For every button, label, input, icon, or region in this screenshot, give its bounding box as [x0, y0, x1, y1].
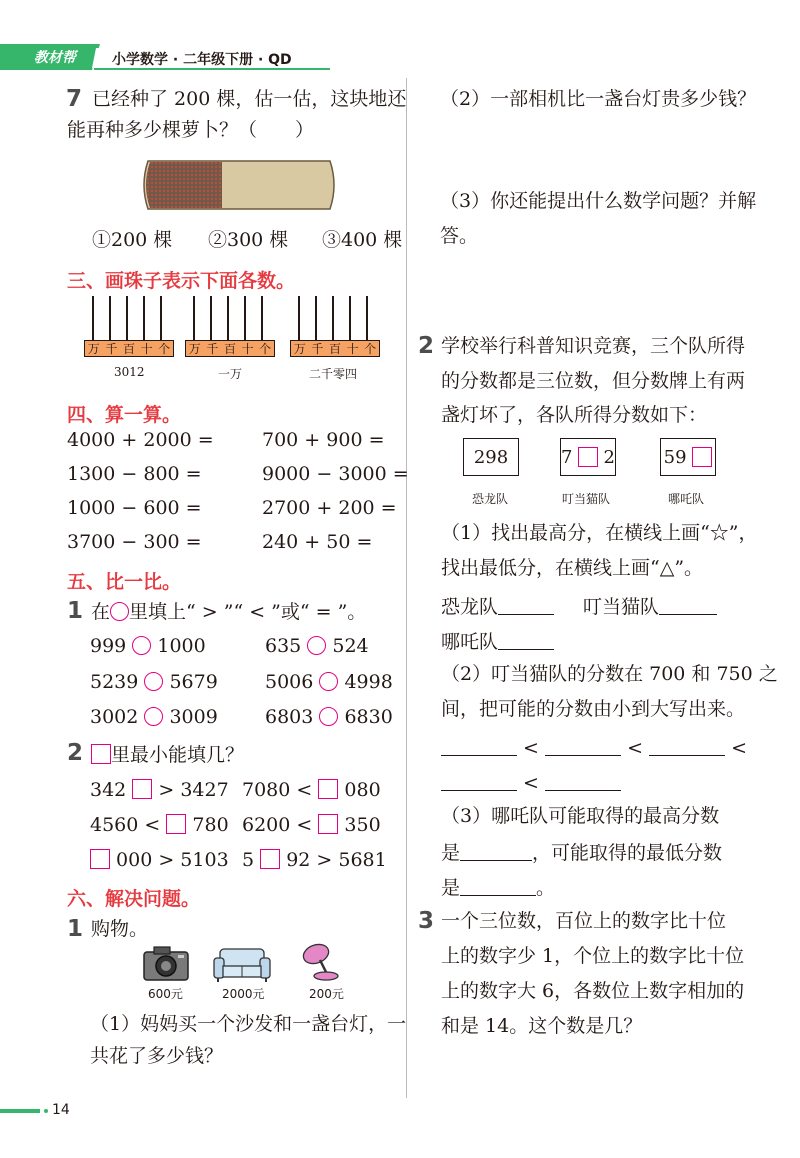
answer-square[interactable] — [318, 814, 338, 834]
s6-q1-text: 购物。 — [91, 918, 149, 940]
place-qian: 千 — [311, 342, 324, 356]
score-board-doraemon: 7 2 — [560, 438, 616, 476]
answer-blank[interactable] — [441, 772, 517, 791]
section-5-title: 五、比一比。 — [67, 571, 182, 593]
calc-3b: 2700 + 200 = — [262, 497, 397, 519]
team-blank-dinosaur: 恐龙队 — [441, 596, 554, 617]
header-bar — [0, 44, 330, 70]
answer-circle[interactable] — [307, 636, 326, 655]
answer-circle[interactable] — [144, 672, 163, 691]
answer-circle[interactable] — [319, 707, 338, 726]
team-blank-nezha: 哪吒队 — [441, 631, 554, 652]
place-shi: 十 — [241, 342, 254, 356]
q7-line2: 能再种多少棵萝卜？（ ） — [67, 119, 315, 141]
calc-1b: 700 + 900 = — [262, 429, 385, 451]
fill-3: 4560 < 780 — [90, 814, 229, 836]
abacus-base — [290, 340, 380, 357]
team-label-nezha: 哪吒队 — [668, 492, 705, 506]
camera-icon — [140, 944, 192, 984]
r-q2-s2-line1: （2）叮当猫队的分数在 700 和 750 之 — [441, 663, 778, 685]
place-bai: 百 — [223, 342, 236, 356]
section-6-title: 六、解决问题。 — [67, 888, 201, 910]
abacus-3 — [290, 296, 382, 396]
calc-4b: 240 + 50 = — [262, 531, 373, 553]
place-wan: 万 — [87, 342, 100, 356]
r-q3-line1: 一个三位数，百位上的数字比十位 — [441, 910, 727, 932]
fill-2: 7080 < 080 — [242, 779, 381, 801]
section-4-title: 四、算一算。 — [67, 404, 182, 426]
score-board-dinosaur: 298 — [463, 438, 519, 476]
fill-1: 342 > 3427 — [90, 779, 229, 801]
abacus-label: 二千零四 — [309, 367, 358, 381]
answer-blank[interactable] — [441, 737, 517, 756]
camera-price: 600元 — [148, 987, 183, 1001]
r-q2-s3-line3: 是 。 — [441, 877, 556, 899]
q7-option-3: ③400 棵 — [322, 229, 403, 251]
r-sub3-line1: （3）你还能提出什么数学问题？并解 — [440, 190, 757, 212]
desk-lamp-icon — [300, 942, 344, 982]
header-badge: 教材帮 — [34, 50, 76, 66]
answer-square[interactable] — [260, 849, 280, 869]
r-q2-line2: 的分数都是三位数，但分数牌上有两 — [441, 370, 746, 392]
r-q2-s3-line1: （3）哪吒队可能取得的最高分数 — [441, 805, 720, 827]
calc-2a: 1300 − 800 = — [67, 463, 202, 485]
answer-blank[interactable] — [649, 737, 725, 756]
answer-blank[interactable] — [545, 737, 621, 756]
abacus-base — [185, 340, 275, 357]
s6-q1-number: 1 — [67, 916, 84, 942]
column-divider — [406, 78, 407, 1098]
answer-square[interactable] — [90, 849, 110, 869]
s5-q1-pre: 在 — [91, 601, 111, 623]
abacus-base — [84, 340, 174, 357]
header-title: 小学数学 · 二年级下册 · QD — [112, 52, 292, 68]
compare-1: 999 1000 — [90, 635, 206, 657]
answer-square[interactable] — [318, 779, 338, 799]
order-blanks-row2: < — [441, 772, 621, 793]
place-bai: 百 — [122, 342, 135, 356]
calc-2b: 9000 − 3000 = — [262, 463, 409, 485]
team-label-dinosaur: 恐龙队 — [472, 492, 509, 506]
place-ge: 个 — [364, 342, 377, 356]
order-blanks-row1: < < < — [441, 737, 747, 758]
score-board-nezha: 59 — [660, 438, 716, 476]
calc-3a: 1000 − 600 = — [67, 497, 202, 519]
sofa-icon — [212, 946, 272, 984]
lamp-price: 200元 — [309, 987, 344, 1001]
answer-square[interactable] — [132, 779, 152, 799]
place-ge: 个 — [259, 342, 272, 356]
compare-2: 635 524 — [265, 635, 369, 657]
s5-q2-instruction: 里最小能填几？ — [91, 744, 244, 765]
s6-sub1-line1: （1）妈妈买一个沙发和一盏台灯，一 — [90, 1013, 407, 1035]
circle-icon — [110, 602, 129, 621]
q7-option-1: ①200 棵 — [92, 229, 173, 251]
broken-digit-square — [578, 447, 598, 467]
team-blank-doraemon: 叮当猫队 — [583, 596, 717, 617]
answer-blank[interactable] — [460, 877, 536, 896]
answer-square[interactable] — [166, 814, 186, 834]
footer-dot — [44, 1109, 48, 1113]
s5-q2-number: 2 — [67, 740, 84, 766]
square-icon — [91, 744, 111, 764]
r-q3-line3: 上的数字大 6，各数位上数字相加的 — [441, 980, 745, 1002]
answer-blank[interactable] — [498, 596, 554, 615]
answer-blank[interactable] — [659, 596, 717, 615]
compare-4: 5006 4998 — [265, 671, 393, 693]
r-sub3-line2: 答。 — [440, 225, 479, 247]
place-wan: 万 — [188, 342, 201, 356]
q7-option-2: ②300 棵 — [208, 229, 289, 251]
r-q2-line3: 盏灯坏了，各队所得分数如下： — [441, 404, 708, 426]
r-q2-s3-line2: 是 ，可能取得的最低分数 — [441, 842, 723, 864]
answer-blank[interactable] — [545, 772, 621, 791]
fill-6: 5 92 > 5681 — [242, 849, 387, 871]
r-q3-line4: 和是 14。这个数是几？ — [441, 1015, 643, 1037]
r-q2-s2-line2: 间，把可能的分数由小到大写出来。 — [441, 698, 746, 720]
place-shi: 十 — [346, 342, 359, 356]
compare-3: 5239 5679 — [90, 671, 218, 693]
fill-4: 6200 < 350 — [242, 814, 381, 836]
answer-blank[interactable] — [460, 842, 532, 861]
r-q3-number: 3 — [418, 908, 435, 934]
broken-digit-square — [692, 447, 712, 467]
place-bai: 百 — [328, 342, 341, 356]
s5-q1-number: 1 — [67, 598, 84, 624]
abacus-label: 3012 — [114, 365, 145, 379]
fill-5: 000 > 5103 — [90, 849, 229, 870]
place-qian: 千 — [105, 342, 118, 356]
sofa-price: 2000元 — [222, 987, 265, 1001]
s6-sub1-line2: 共花了多少钱？ — [90, 1045, 224, 1067]
compare-5: 3002 3009 — [90, 706, 218, 728]
answer-circle[interactable] — [132, 636, 151, 655]
place-ge: 个 — [158, 342, 171, 356]
s5-q1-post: 里填上“ > ”“ < ”或“ = ”。 — [129, 601, 367, 623]
abacus-2 — [185, 296, 277, 396]
q7-number: 7 — [66, 86, 83, 112]
r-q2-s1-line1: （1）找出最高分，在横线上画“☆”， — [441, 522, 758, 544]
abacus-1 — [84, 296, 176, 396]
r-q2-line1: 学校举行科普知识竞赛，三个队所得 — [441, 335, 746, 357]
place-qian: 千 — [206, 342, 219, 356]
calc-4a: 3700 − 300 = — [67, 531, 202, 553]
team-label-doraemon: 叮当猫队 — [562, 492, 611, 506]
r-q3-line2: 上的数字少 1，个位上的数字比十位 — [441, 945, 745, 967]
r-q2-number: 2 — [418, 333, 435, 359]
q7-line1: 已经种了 200 棵，估一估，这块地还 — [92, 88, 407, 110]
answer-circle[interactable] — [319, 672, 338, 691]
place-wan: 万 — [293, 342, 306, 356]
s5-q1-instruction — [91, 602, 366, 622]
footer-bar — [0, 1109, 40, 1113]
compare-6: 6803 6830 — [265, 706, 393, 728]
page-number: 14 — [52, 1102, 70, 1118]
r-q2-s1-line2: 找出最低分，在横线上画“△”。 — [441, 557, 704, 579]
section-3-title: 三、画珠子表示下面各数。 — [67, 270, 296, 292]
place-shi: 十 — [140, 342, 153, 356]
calc-1a: 4000 + 2000 = — [67, 429, 214, 451]
answer-circle[interactable] — [144, 707, 163, 726]
radish-field-illustration — [142, 157, 342, 213]
r-sub2: （2）一部相机比一盏台灯贵多少钱？ — [440, 88, 757, 110]
answer-blank[interactable] — [498, 631, 554, 650]
abacus-label: 一万 — [218, 367, 243, 381]
